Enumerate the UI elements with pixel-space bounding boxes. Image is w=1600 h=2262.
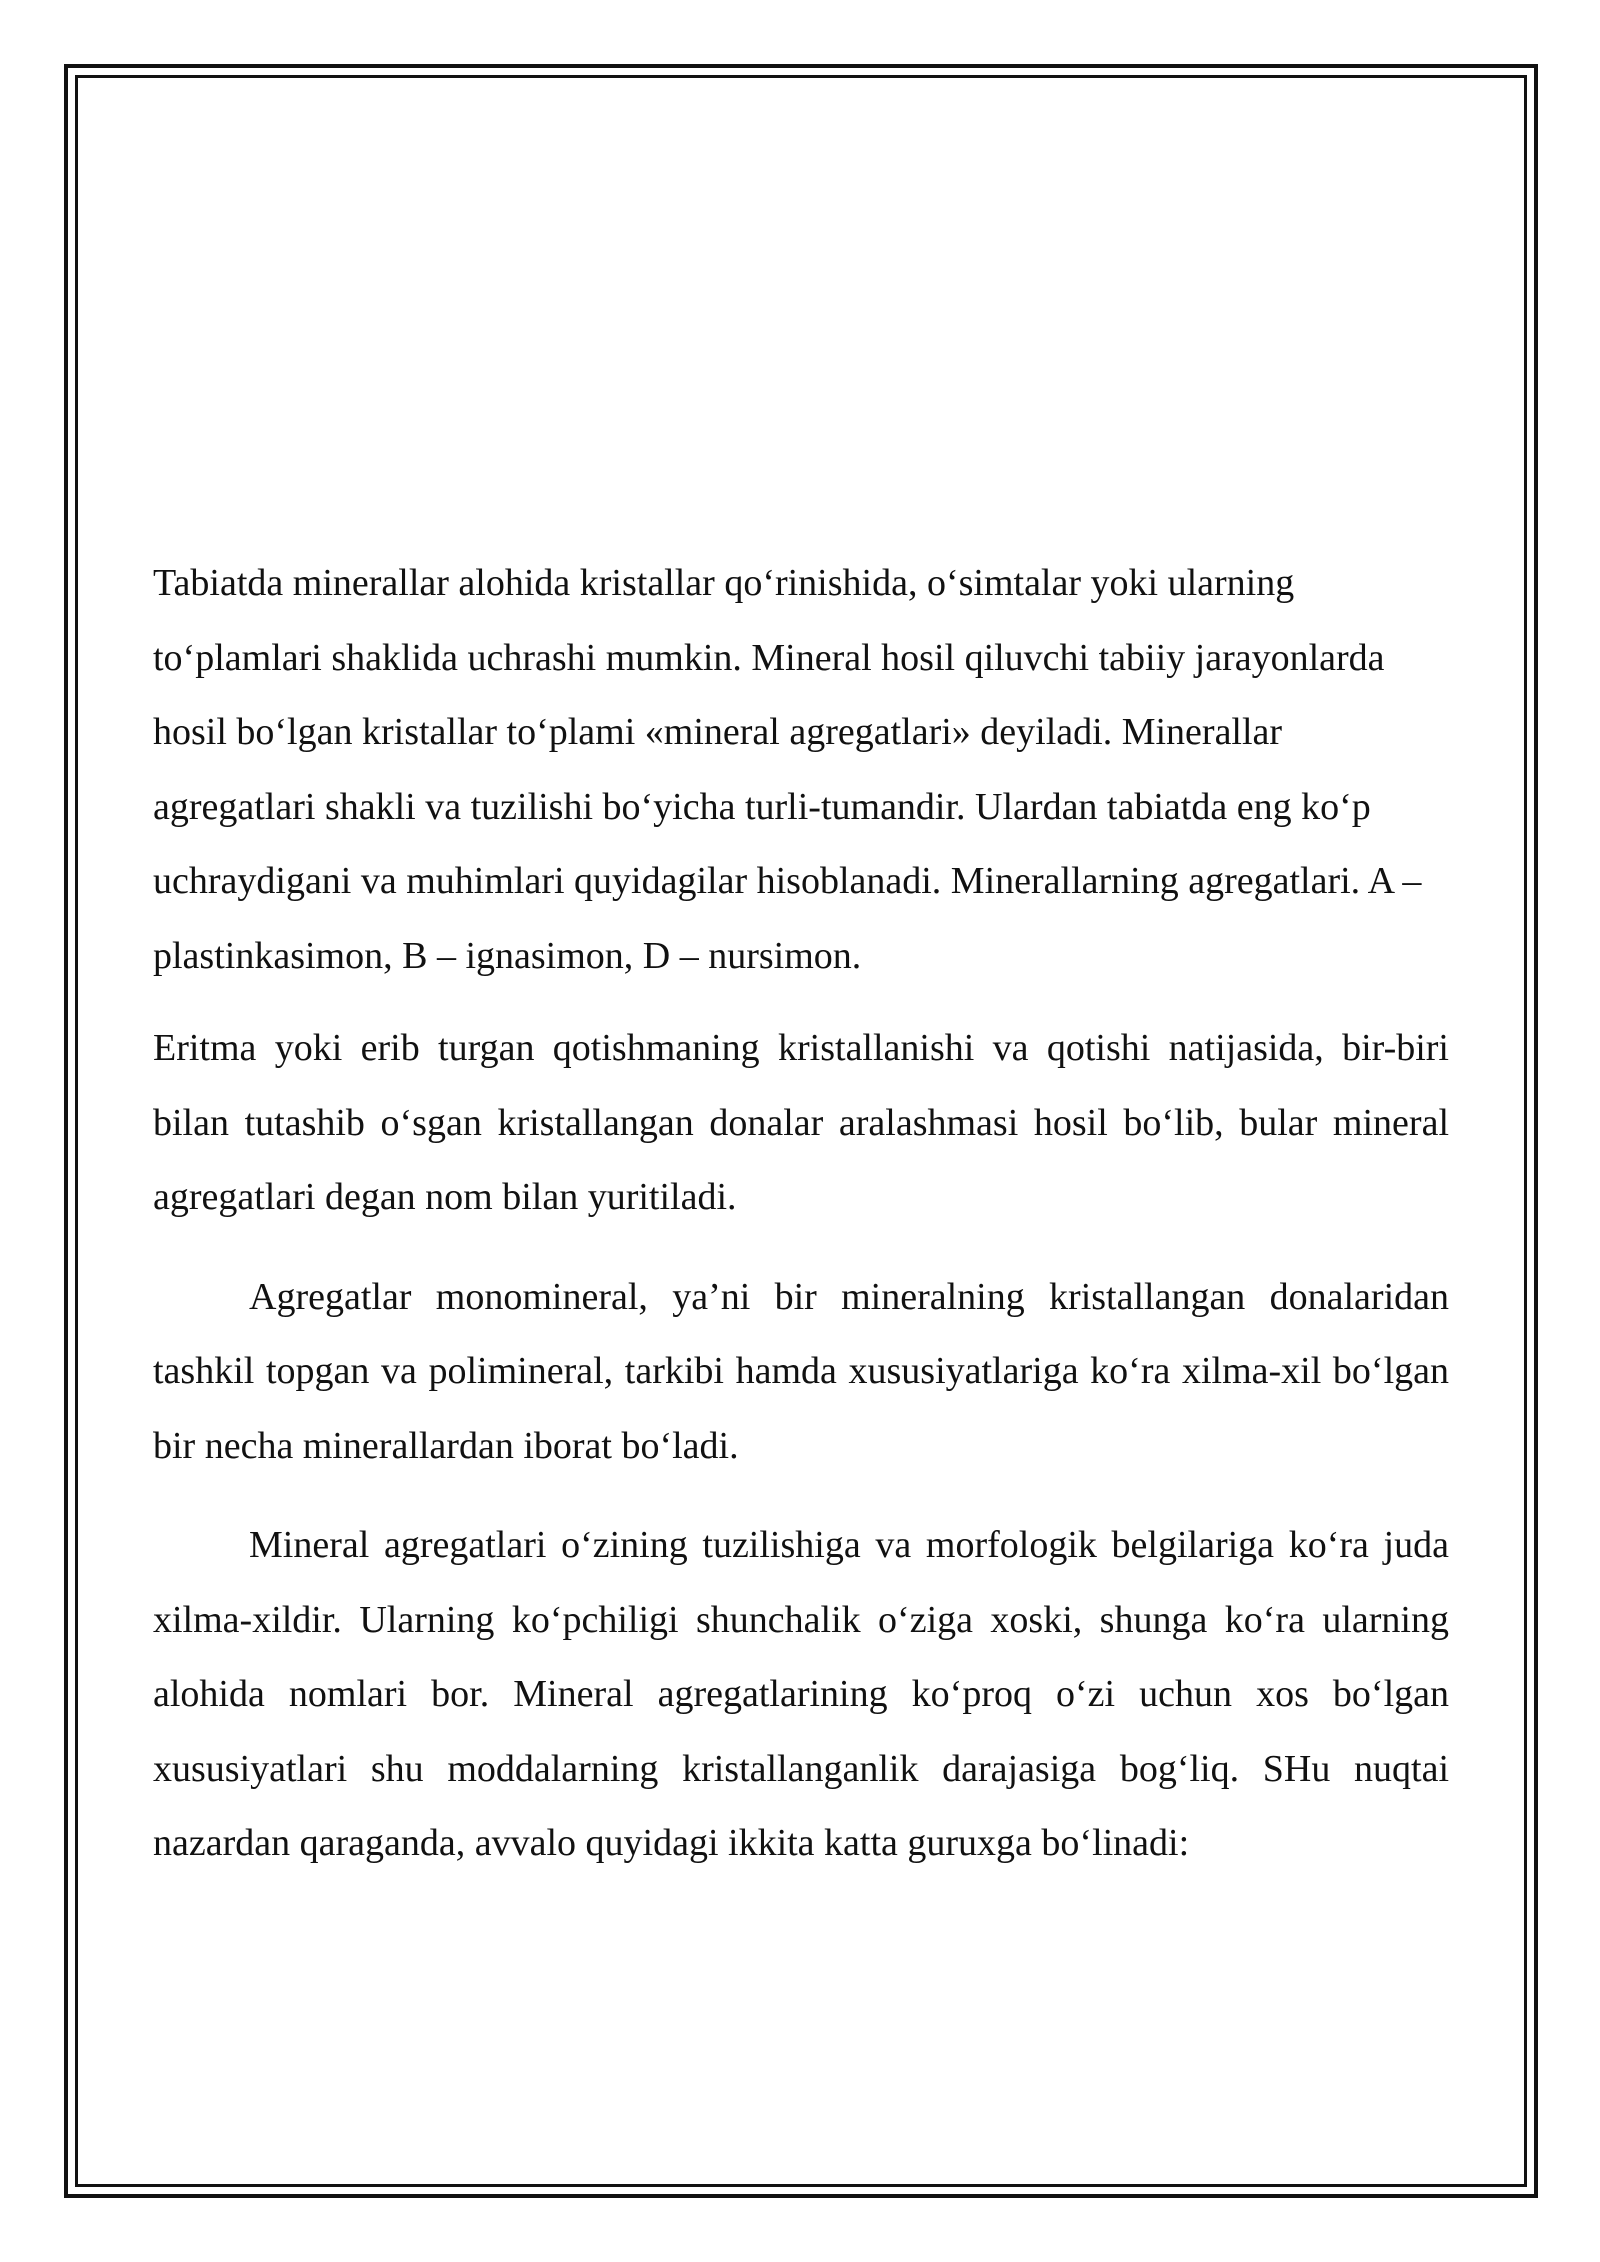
document-body xyxy=(153,546,1449,1906)
paragraph-morphology: Mineral agregatlari o‘zining tuzilishiga va morfologik belgilariga ko‘ra juda xilma-xildir. Ularning ko‘pchiligi shunchalik o‘ziga xoski, shunga ko‘ra ularning alohida nomlari bor. Mineral agregatlarining ko‘proq o‘zi uchun xos bo‘lgan xususiyatlari shu moddalarning kristallanganlik darajasiga bog‘liq. SHu nuqtai nazardan qaraganda, avvalo quyidagi ikkita katta guruxga bo‘linadi: xyxy=(153,1524,1449,1864)
paragraph-monomineral: Agregatlar monomineral, ya’ni bir mineralning kristallangan donalaridan tashkil topgan va polimineral, tarkibi hamda xususiyatlariga ko‘ra xilma-xil bo‘lgan bir necha minerallardan iborat bo‘ladi. xyxy=(153,1275,1449,1467)
paragraph-intro: Tabiatda minerallar alohida kristallar qo‘rinishida, o‘simtalar yoki ularning to‘plamlari shaklida uchrashi mumkin. Mineral hosil qiluvchi tabiiy jarayonlarda hosil bo‘lgan kristallar to‘plami «mineral agregatlari» deyiladi. Minerallar agregatlari shakli va tuzilishi bo‘yicha turli-tumandir. Ulardan tabiatda eng ko‘p uchraydigani va muhimlari quyidagilar hisoblanadi. Minerallarning agregatlari. A – plastinkasimon, B – ignasimon, D – nursimon. xyxy=(153,562,1422,977)
paragraph-crystallization: Eritma yoki erib turgan qotishmaning kristallanishi va qotishi natijasida, bir-biri bilan tutashib o‘sgan kristallangan donalar aralashmasi hosil bo‘lib, bular mineral agregatlari degan nom bilan yuritiladi. xyxy=(153,1027,1449,1218)
